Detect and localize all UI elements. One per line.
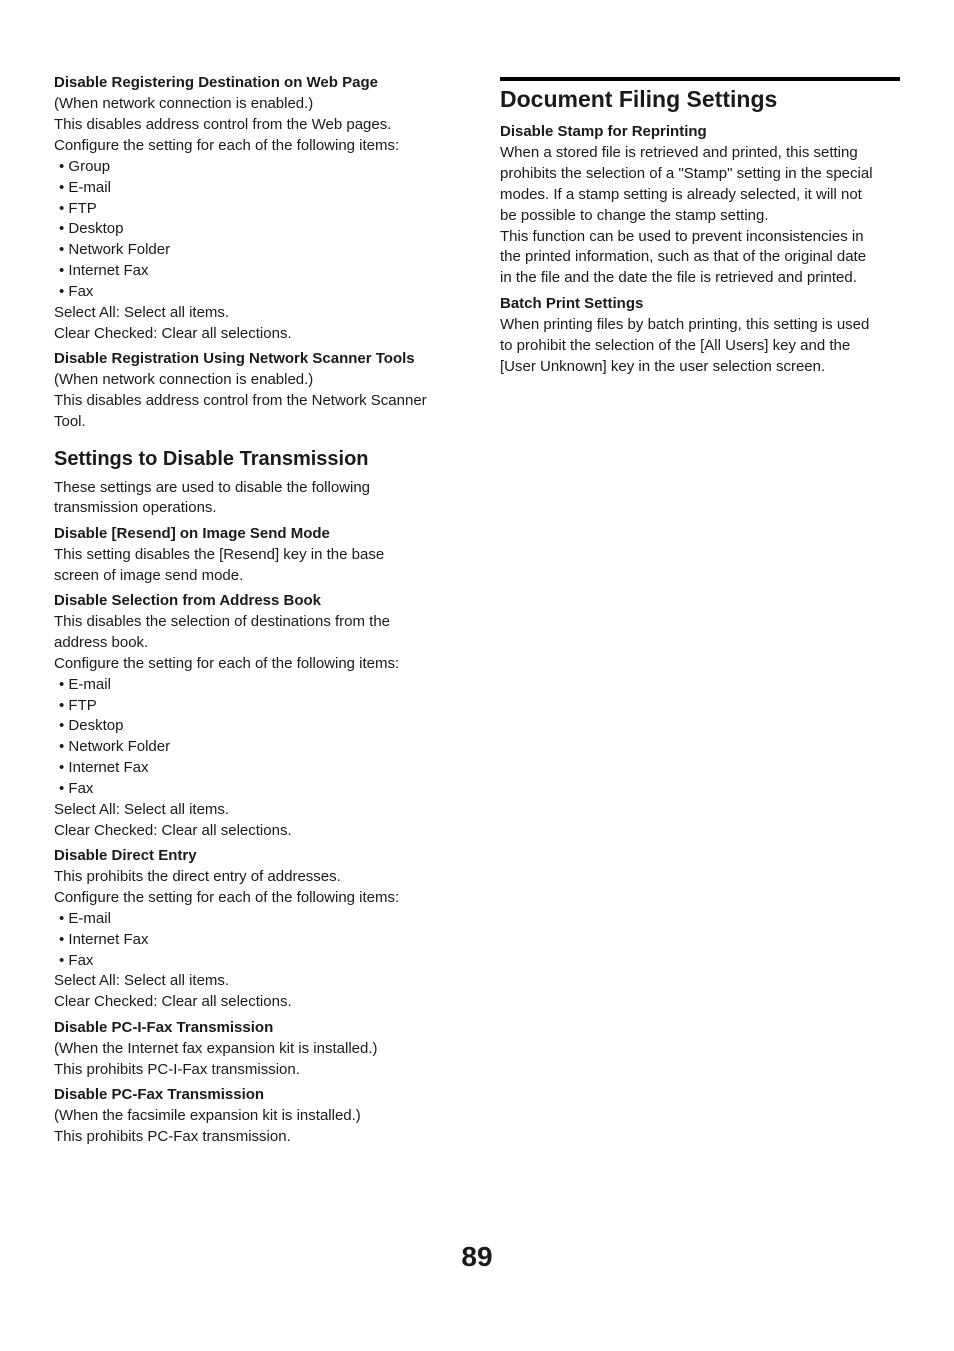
list-item: • Fax <box>59 780 94 797</box>
description-text: This disables the selection of destinations from the <box>54 613 391 630</box>
list-item: • Fax <box>59 283 94 300</box>
configure-text: Configure the setting for each of the following items: <box>54 889 400 906</box>
description-text: This disables address control from the Network Scanner <box>54 392 427 409</box>
heading-disable-direct-entry: Disable Direct Entry <box>54 847 197 864</box>
paragraph-line: in the file and the date the file is retrieved and printed. <box>500 269 857 286</box>
paragraph-line: be possible to change the stamp setting. <box>500 207 769 224</box>
condition-text: (When the Internet fax expansion kit is installed.) <box>54 1040 378 1057</box>
heading-disable-registration-scanner-tools: Disable Registration Using Network Scanner Tools <box>54 350 415 367</box>
select-all-text: Select All: Select all items. <box>54 304 230 321</box>
heading-disable-resend: Disable [Resend] on Image Send Mode <box>54 525 330 542</box>
paragraph-line: to prohibit the selection of the [All Users] key and the <box>500 337 851 354</box>
list-item: • E-mail <box>59 676 111 693</box>
list-item: • Group <box>59 158 111 175</box>
condition-text: (When the facsimile expansion kit is installed.) <box>54 1107 361 1124</box>
paragraph-line: the printed information, such as that of the original date <box>500 248 867 265</box>
list-item: • FTP <box>59 200 97 217</box>
list-item: • Internet Fax <box>59 759 149 776</box>
paragraph-line: prohibits the selection of a "Stamp" setting in the special <box>500 165 873 182</box>
description-text: screen of image send mode. <box>54 567 244 584</box>
description-text: Tool. <box>54 413 86 430</box>
list-item: • E-mail <box>59 910 111 927</box>
paragraph-line: This function can be used to prevent inconsistencies in <box>500 228 864 245</box>
condition-text: (When network connection is enabled.) <box>54 371 314 388</box>
heading-disable-address-book: Disable Selection from Address Book <box>54 592 322 609</box>
list-item: • Fax <box>59 952 94 969</box>
heading-disable-stamp: Disable Stamp for Reprinting <box>500 123 707 140</box>
clear-checked-text: Clear Checked: Clear all selections. <box>54 993 292 1010</box>
list-item: • Desktop <box>59 220 124 237</box>
intro-text: These settings are used to disable the following <box>54 479 371 496</box>
list-item: • Internet Fax <box>59 262 149 279</box>
paragraph-line: When printing files by batch printing, this setting is used <box>500 316 870 333</box>
description-text: This prohibits the direct entry of addresses. <box>54 868 341 885</box>
heading-disable-pc-i-fax: Disable PC-I-Fax Transmission <box>54 1019 274 1036</box>
list-item: • Desktop <box>59 717 124 734</box>
list-item: • Internet Fax <box>59 931 149 948</box>
paragraph-line: When a stored file is retrieved and printed, this setting <box>500 144 858 161</box>
clear-checked-text: Clear Checked: Clear all selections. <box>54 325 292 342</box>
section-rule <box>500 77 900 81</box>
description-text: address book. <box>54 634 149 651</box>
description-text: This prohibits PC-Fax transmission. <box>54 1128 291 1145</box>
paragraph-line: [User Unknown] key in the user selection screen. <box>500 358 826 375</box>
heading-disable-pc-fax: Disable PC-Fax Transmission <box>54 1086 265 1103</box>
clear-checked-text: Clear Checked: Clear all selections. <box>54 822 292 839</box>
description-text: This prohibits PC-I-Fax transmission. <box>54 1061 300 1078</box>
intro-text: transmission operations. <box>54 499 217 516</box>
select-all-text: Select All: Select all items. <box>54 972 230 989</box>
paragraph-line: modes. If a stamp setting is already selected, it will not <box>500 186 862 203</box>
description-text: This setting disables the [Resend] key in the base <box>54 546 385 563</box>
heading-batch-print: Batch Print Settings <box>500 295 644 312</box>
page-number: 89 <box>461 1241 493 1272</box>
configure-text: Configure the setting for each of the following items: <box>54 137 400 154</box>
list-item: • E-mail <box>59 179 111 196</box>
configure-text: Configure the setting for each of the following items: <box>54 655 400 672</box>
list-item: • Network Folder <box>59 241 171 258</box>
list-item: • Network Folder <box>59 738 171 755</box>
section-title-document-filing: Document Filing Settings <box>500 86 778 112</box>
heading-disable-registering-web-page: Disable Registering Destination on Web Page <box>54 74 378 91</box>
list-item: • FTP <box>59 697 97 714</box>
section-title-disable-transmission: Settings to Disable Transmission <box>54 448 369 470</box>
condition-text: (When network connection is enabled.) <box>54 95 314 112</box>
select-all-text: Select All: Select all items. <box>54 801 230 818</box>
description-text: This disables address control from the Web pages. <box>54 116 392 133</box>
